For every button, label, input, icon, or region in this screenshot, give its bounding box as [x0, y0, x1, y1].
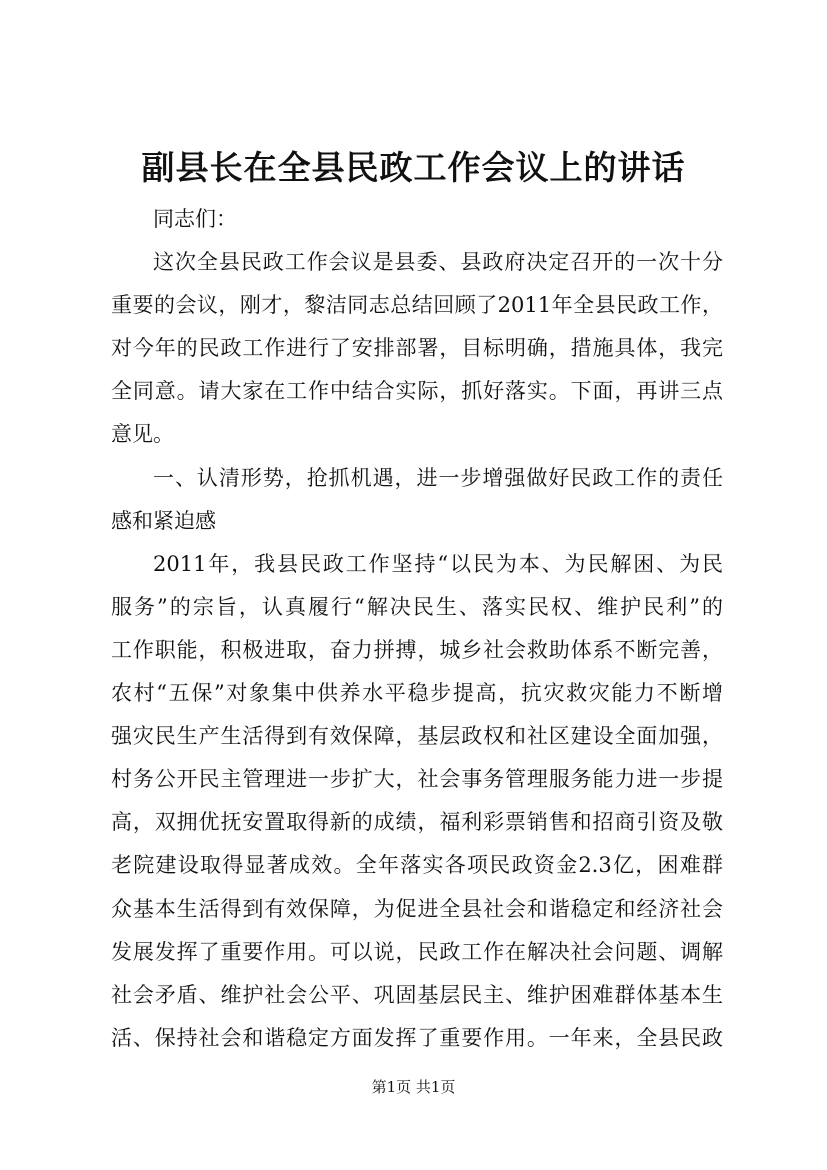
page-number-footer: 第1页 共1页: [371, 1078, 456, 1096]
section-heading-line: 感和紧迫感: [111, 508, 216, 533]
body-line: 老院建设取得显著成效。全年落实各项民政资金2.3亿，困难群: [111, 853, 723, 878]
body-line: 全同意。请大家在工作中结合实际，抓好落实。下面，再讲三点: [111, 379, 723, 404]
body-line: 高，双拥优抚安置取得新的成绩，福利彩票销售和招商引资及敬: [111, 810, 723, 835]
body-line: 村务公开民主管理进一步扩大，社会事务管理服务能力进一步提: [111, 767, 723, 792]
body-line: 发展发挥了重要作用。可以说，民政工作在解决社会问题、调解: [111, 939, 723, 964]
body-line: 重要的会议，刚才，黎洁同志总结回顾了2011年全县民政工作，: [111, 293, 723, 318]
body-line: 这次全县民政工作会议是县委、县政府决定召开的一次十分: [153, 250, 723, 275]
document-body: [111, 198, 723, 1060]
body-line: 农村“五保”对象集中供养水平稳步提高，抗灾救灾能力不断增: [111, 681, 723, 706]
body-line: 强灾民生产生活得到有效保障，基层政权和社区建设全面加强，: [111, 724, 723, 749]
body-line: 工作职能，积极进取，奋力拼搏，城乡社会救助体系不断完善，: [111, 637, 723, 662]
body-line: 意见。: [111, 422, 174, 447]
body-line: 社会矛盾、维护社会公平、巩固基层民主、维护困难群体基本生: [111, 982, 723, 1007]
body-line: 服务”的宗旨，认真履行“解决民生、落实民权、维护民利”的: [111, 594, 723, 619]
section-heading-line: 一、认清形势，抢抓机遇，进一步增强做好民政工作的责任: [153, 465, 723, 490]
document-title: 副县长在全县民政工作会议上的讲话: [141, 148, 686, 187]
body-line: 众基本生活得到有效保障，为促进全县社会和谐稳定和经济社会: [111, 896, 723, 921]
body-line: 活、保持社会和谐稳定方面发挥了重要作用。一年来，全县民政: [111, 1025, 723, 1050]
body-line: 对今年的民政工作进行了安排部署，目标明确，措施具体，我完: [111, 336, 723, 361]
salutation-line: 同志们：: [153, 207, 237, 231]
body-line: 2011年，我县民政工作坚持“以民为本、为民解困、为民: [153, 551, 723, 576]
